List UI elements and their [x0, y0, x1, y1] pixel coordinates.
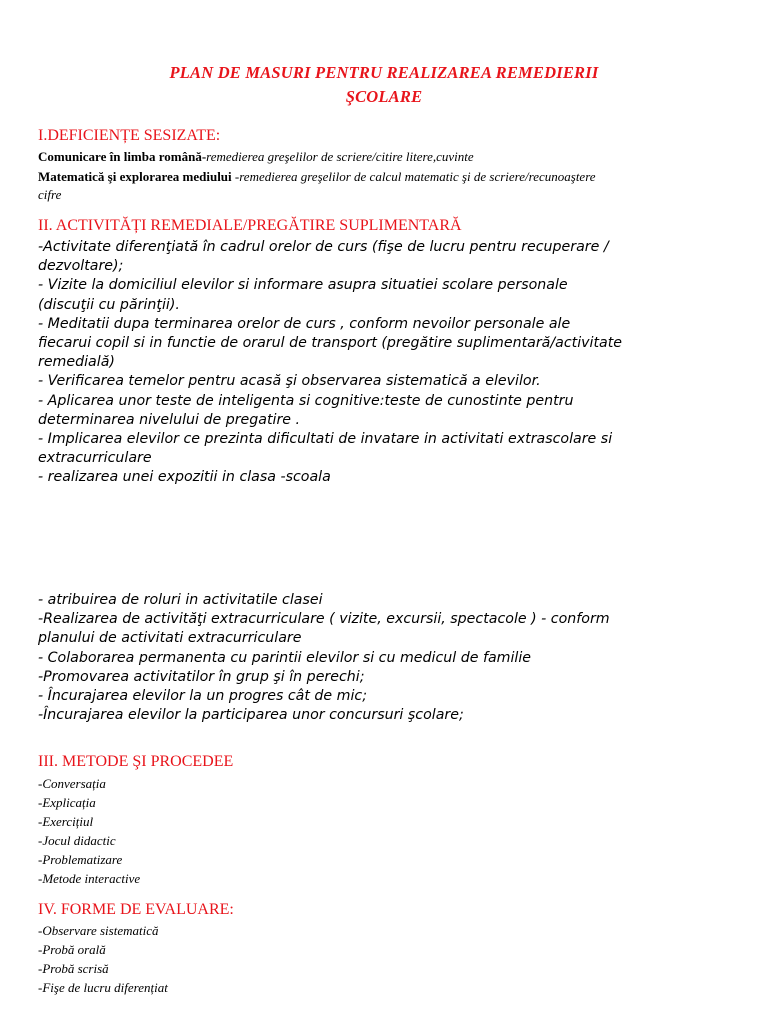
section2-line: - Verificarea temelor pentru acasă şi observarea sistematică a elevilor.	[38, 373, 541, 390]
section2-line: -Realizarea de activităţi extracurriculare ( vizite, excursii, spectacole ) - conform	[38, 611, 610, 628]
section1-line3: cifre	[38, 187, 62, 202]
section2-line: extracurriculare	[38, 450, 152, 467]
section4-item: -Probă scrisă	[38, 961, 109, 976]
section2-line: remedială)	[38, 354, 115, 371]
section3-heading: III. METODE ŞI PROCEDEE	[38, 753, 234, 770]
section4-item: -Fişe de lucru diferențiat	[38, 980, 168, 995]
section4-heading: IV. FORME DE EVALUARE:	[38, 901, 234, 918]
section2-line: -Încurajarea elevilor la participarea unor concursuri şcolare;	[38, 707, 464, 724]
section2-line: fiecarui copil si in functie de orarul de transport (pregătire suplimentară/activitate	[38, 335, 623, 351]
section3-item: -Conversația	[38, 776, 106, 791]
section1-line2-bold: Matematică şi explorarea mediului	[38, 169, 232, 184]
section1-line2	[38, 168, 738, 185]
section2-line: -Activitate diferenţiată în cadrul orelor de curs (fişe de lucru pentru recuperare /	[38, 239, 609, 255]
section2-line: (discuţii cu părinţii).	[38, 296, 180, 313]
section1-line2-italic: -remedierea greşelilor de calcul matematic şi de scriere/recunoaştere	[231, 169, 596, 184]
section2-line: - atribuirea de roluri in activitatile clasei	[38, 592, 323, 608]
section1-line1-italic: remedierea greşelilor de scriere/citire litere,cuvinte	[206, 149, 474, 164]
section2-line: - Încurajarea elevilor la un progres cât de mic;	[38, 688, 368, 704]
section2-heading: II. ACTIVITĂȚI REMEDIALE/PREGĂTIRE SUPLIMENTARĂ	[38, 217, 462, 234]
section2-line: - Colaborarea permanenta cu parintii elevilor si cu medicul de familie	[38, 649, 532, 666]
section1-line1	[38, 148, 738, 165]
section2-line: dezvoltare);	[38, 258, 124, 275]
section2-line: planului de activitati extracurriculare	[38, 630, 302, 647]
document-title-line2: ŞCOLARE	[345, 87, 423, 106]
section1-line1-bold: Comunicare în limba română-	[38, 149, 207, 164]
section2-line: - Implicarea elevilor ce prezinta dificultati de invatare in activitati extrascolare si	[38, 431, 613, 447]
section2-line: - Aplicarea unor teste de inteligenta si cognitive:teste de cunostinte pentru	[38, 392, 574, 409]
section3-item: -Jocul didactic	[38, 833, 116, 848]
section3-item: -Explicația	[38, 795, 96, 810]
section2-line: determinarea nivelului de pregatire .	[38, 411, 301, 428]
section3-item: -Exercițiul	[38, 814, 94, 829]
section2-line: - Meditatii dupa terminarea orelor de curs , conform nevoilor personale ale	[38, 315, 571, 332]
section2-line: - Vizite la domiciliul elevilor si informare asupra situatiei scolare personale	[38, 277, 568, 294]
section4-item: -Probă orală	[38, 942, 106, 957]
section2-line: -Promovarea activitatilor în grup şi în perechi;	[38, 668, 365, 685]
section4-item: -Observare sistematică	[38, 923, 159, 938]
section3-item: -Problematizare	[38, 852, 123, 867]
section1-heading: I.DEFICIENȚE SESIZATE:	[38, 127, 221, 144]
section3-item: -Metode interactive	[38, 871, 141, 886]
section2-line: - realizarea unei expozitii in clasa -scoala	[38, 469, 331, 486]
document-title-line1: PLAN DE MASURI PENTRU REALIZAREA REMEDIERII	[169, 63, 599, 82]
